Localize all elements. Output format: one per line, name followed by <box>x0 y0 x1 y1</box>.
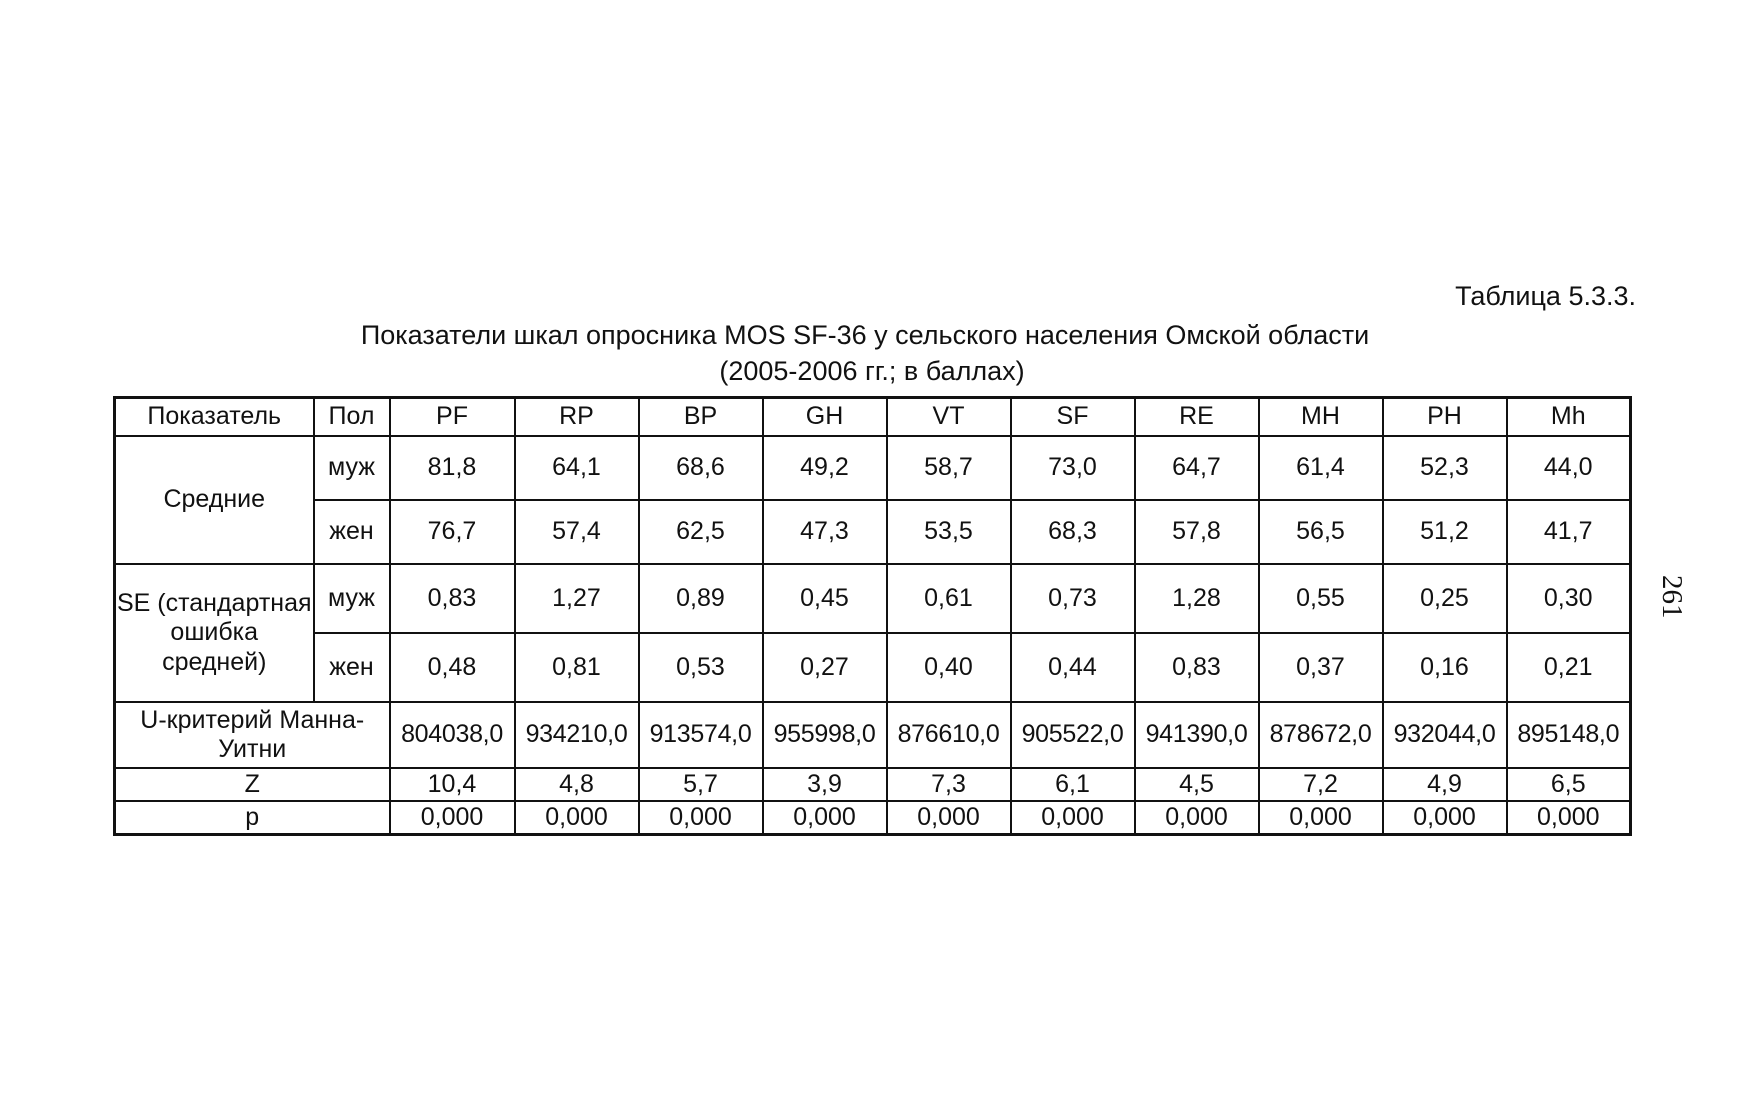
table-caption: Таблица 5.3.3. <box>1455 281 1636 311</box>
table-cell: 47,3 <box>763 500 887 564</box>
table-cell: 51,2 <box>1383 500 1507 564</box>
header-scale: Mh <box>1507 398 1631 437</box>
sex-male-label: муж <box>314 564 390 633</box>
table-cell: 0,000 <box>1383 801 1507 835</box>
table-title: Показатели шкал опросника MOS SF-36 у сельского населения Омской области <box>360 320 1370 350</box>
table-cell: 57,8 <box>1135 500 1259 564</box>
table-cell: 0,44 <box>1011 633 1135 702</box>
se-label: SE (стандартная ошибка средней) <box>115 564 314 702</box>
table-subtitle: (2005-2006 гг.; в баллах) <box>719 356 1025 386</box>
table-cell: 0,53 <box>639 633 763 702</box>
table-cell: 0,000 <box>1135 801 1259 835</box>
table-cell: 41,7 <box>1507 500 1631 564</box>
sex-female-label: жен <box>314 633 390 702</box>
table-cell: 61,4 <box>1259 436 1383 500</box>
z-label: Z <box>115 768 390 801</box>
means-label: Средние <box>115 436 314 564</box>
table-cell: 895148,0 <box>1507 702 1631 768</box>
table-cell: 52,3 <box>1383 436 1507 500</box>
table-cell: 876610,0 <box>887 702 1011 768</box>
table-cell: 0,55 <box>1259 564 1383 633</box>
table-cell: 56,5 <box>1259 500 1383 564</box>
sex-male-label: муж <box>314 436 390 500</box>
table-cell: 4,9 <box>1383 768 1507 801</box>
table-cell: 0,27 <box>763 633 887 702</box>
header-scale: BP <box>639 398 763 437</box>
table-cell: 0,000 <box>1507 801 1631 835</box>
header-row <box>115 398 1631 437</box>
table-cell: 1,27 <box>515 564 639 633</box>
table-cell: 68,6 <box>639 436 763 500</box>
table-cell: 73,0 <box>1011 436 1135 500</box>
table-cell: 64,7 <box>1135 436 1259 500</box>
table-cell: 0,45 <box>763 564 887 633</box>
table-row <box>115 436 1631 500</box>
table-cell: 44,0 <box>1507 436 1631 500</box>
table-cell: 0,000 <box>515 801 639 835</box>
table-cell: 0,000 <box>887 801 1011 835</box>
table-cell: 5,7 <box>639 768 763 801</box>
header-scale: PF <box>390 398 515 437</box>
table-cell: 68,3 <box>1011 500 1135 564</box>
table-row <box>115 633 1631 702</box>
table-cell: 0,48 <box>390 633 515 702</box>
table-cell: 878672,0 <box>1259 702 1383 768</box>
header-sex: Пол <box>314 398 390 437</box>
table-row <box>115 500 1631 564</box>
table-cell: 804038,0 <box>390 702 515 768</box>
table-cell: 0,30 <box>1507 564 1631 633</box>
table-cell: 6,5 <box>1507 768 1631 801</box>
header-scale: GH <box>763 398 887 437</box>
header-scale: RE <box>1135 398 1259 437</box>
table-cell: 0,000 <box>1259 801 1383 835</box>
table-cell: 57,4 <box>515 500 639 564</box>
table-row <box>115 768 1631 801</box>
table-cell: 7,2 <box>1259 768 1383 801</box>
table-cell: 0,61 <box>887 564 1011 633</box>
table-cell: 955998,0 <box>763 702 887 768</box>
table-cell: 7,3 <box>887 768 1011 801</box>
table-cell: 905522,0 <box>1011 702 1135 768</box>
table-cell: 53,5 <box>887 500 1011 564</box>
table-cell: 76,7 <box>390 500 515 564</box>
header-scale: VT <box>887 398 1011 437</box>
table-cell: 3,9 <box>763 768 887 801</box>
table-cell: 0,000 <box>639 801 763 835</box>
table-cell: 0,37 <box>1259 633 1383 702</box>
table-cell: 941390,0 <box>1135 702 1259 768</box>
u-test-label: U-критерий Манна-Уитни <box>115 702 390 768</box>
table-row <box>115 702 1631 768</box>
table-cell: 0,000 <box>1011 801 1135 835</box>
table-cell: 0,89 <box>639 564 763 633</box>
sex-female-label: жен <box>314 500 390 564</box>
header-scale: PH <box>1383 398 1507 437</box>
table-cell: 0,73 <box>1011 564 1135 633</box>
table-row <box>115 564 1631 633</box>
table-cell: 4,8 <box>515 768 639 801</box>
table-cell: 0,40 <box>887 633 1011 702</box>
header-scale: MH <box>1259 398 1383 437</box>
header-scale: RP <box>515 398 639 437</box>
table-cell: 0,25 <box>1383 564 1507 633</box>
table-cell: 932044,0 <box>1383 702 1507 768</box>
table-cell: 58,7 <box>887 436 1011 500</box>
table-cell: 934210,0 <box>515 702 639 768</box>
table-cell: 0,83 <box>1135 633 1259 702</box>
table-cell: 0,83 <box>390 564 515 633</box>
table-cell: 4,5 <box>1135 768 1259 801</box>
table-cell: 0,000 <box>763 801 887 835</box>
table-cell: 0,000 <box>390 801 515 835</box>
table-cell: 10,4 <box>390 768 515 801</box>
table-cell: 62,5 <box>639 500 763 564</box>
p-label: p <box>115 801 390 835</box>
header-indicator: Показатель <box>115 398 314 437</box>
table-cell: 0,21 <box>1507 633 1631 702</box>
table-cell: 64,1 <box>515 436 639 500</box>
table-cell: 6,1 <box>1011 768 1135 801</box>
table-cell: 49,2 <box>763 436 887 500</box>
table-row <box>115 801 1631 835</box>
table-cell: 81,8 <box>390 436 515 500</box>
table-cell: 913574,0 <box>639 702 763 768</box>
results-table <box>113 396 1632 836</box>
header-scale: SF <box>1011 398 1135 437</box>
table-cell: 0,81 <box>515 633 639 702</box>
table-cell: 1,28 <box>1135 564 1259 633</box>
page-number: 261 <box>1656 575 1688 619</box>
table-cell: 0,16 <box>1383 633 1507 702</box>
